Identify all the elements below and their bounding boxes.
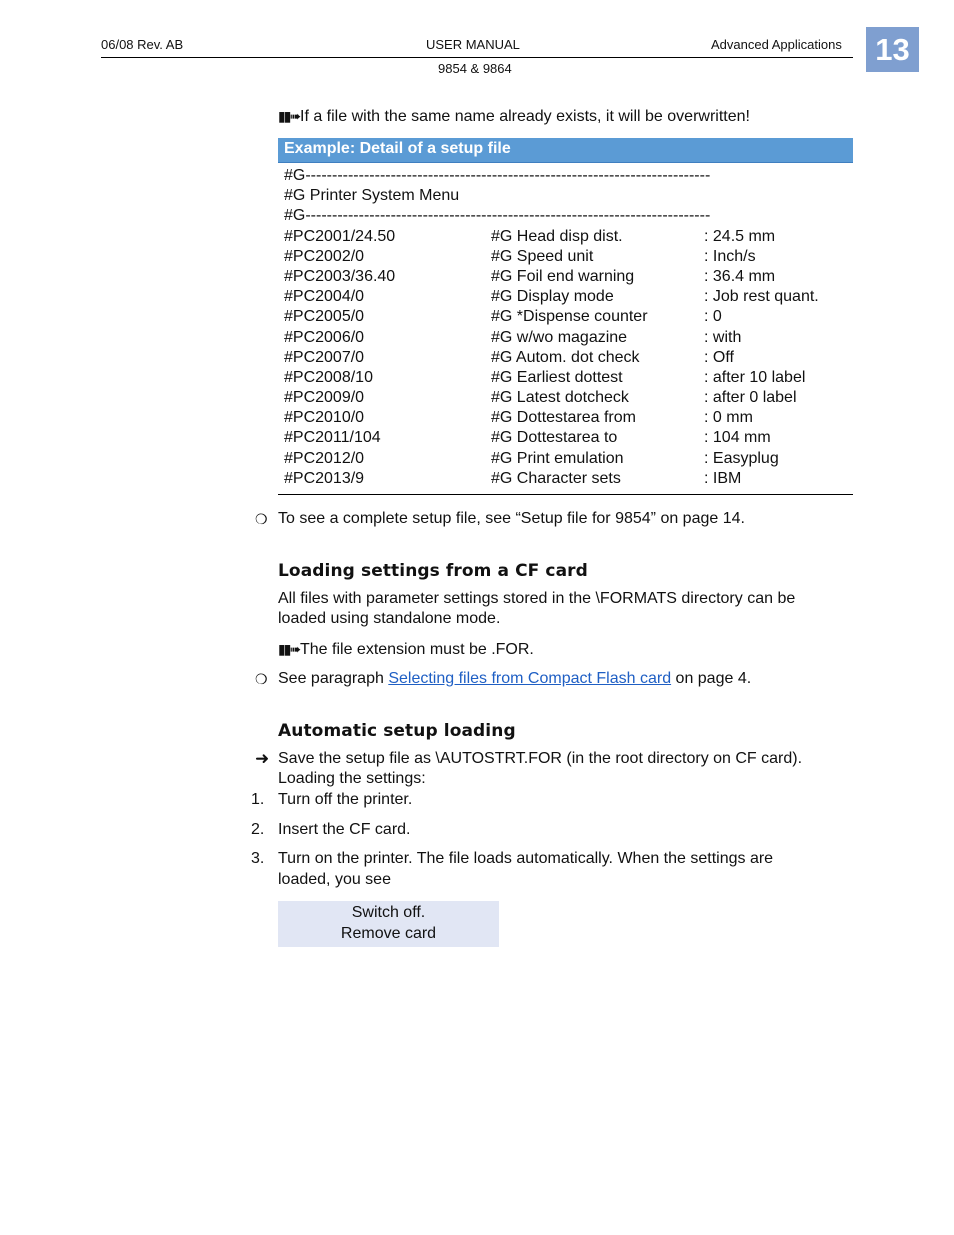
param-comment: #G w/wo magazine [491, 328, 628, 346]
param-comment: #G Display mode [491, 288, 614, 306]
param-code: #PC2005/0 [284, 308, 365, 326]
see-paragraph [278, 669, 751, 689]
setup-row [278, 368, 853, 388]
setup-row [278, 328, 853, 348]
step-number: 1. [251, 791, 265, 808]
example-code [278, 163, 853, 495]
setup-row [278, 307, 853, 327]
param-comment: #G Dottestarea to [491, 429, 618, 447]
section1-paragraph-line1: All files with parameter settings stored in the \FORMATS directory can be [278, 590, 796, 607]
param-comment: #G Print emulation [491, 449, 624, 467]
arrow-instruction-line1: Save the setup file as \AUTOSTRT.FOR (in the root directory on CF card). [278, 750, 803, 767]
note-file-extension-text: The file extension must be .FOR. [300, 641, 534, 658]
right-arrow-icon: ➜ [255, 749, 270, 768]
param-code: #PC2012/0 [284, 449, 365, 467]
see-prefix: See paragraph [278, 670, 389, 687]
param-comment: #G Speed unit [491, 247, 594, 265]
note-overwrite-text: If a file with the same name already exists, it will be overwritten! [300, 108, 750, 125]
note-file-extension [278, 639, 534, 660]
param-value: : with [704, 328, 742, 346]
step-text-continued: loaded, you see [278, 871, 391, 888]
heading-loading-settings: Loading settings from a CF card [278, 561, 588, 581]
setup-row [278, 408, 853, 428]
param-value: : 104 mm [704, 429, 771, 447]
param-comment: #G Autom. dot check [491, 348, 640, 366]
setup-row [278, 428, 853, 448]
code-line: #G Printer System Menu [284, 187, 460, 205]
param-code: #PC2009/0 [284, 389, 365, 407]
param-comment: #G Latest dotcheck [491, 389, 629, 407]
param-comment: #G *Dispense counter [491, 308, 648, 326]
param-value: : 36.4 mm [704, 267, 776, 285]
note-overwrite [278, 106, 750, 127]
param-value: : after 10 label [704, 368, 806, 386]
note-arrow-icon: ▮▮➠ [278, 641, 300, 657]
setup-row [278, 449, 853, 469]
step-number: 3. [251, 850, 265, 867]
param-value: : Job rest quant. [704, 288, 819, 306]
bullet-circle-icon: ❍ [255, 511, 268, 527]
header-revision: 06/08 Rev. AB [101, 37, 184, 52]
bullet-setup-text: To see a complete setup file, see “Setup file for 9854” on page 14. [278, 510, 745, 527]
step-number: 2. [251, 821, 265, 838]
param-comment: #G Foil end warning [491, 267, 635, 285]
setup-row [278, 348, 853, 368]
step-text: Turn on the printer. The file loads automatically. When the settings are [278, 850, 774, 867]
param-code: #PC2011/104 [284, 429, 381, 447]
setup-row [278, 267, 853, 287]
param-value: : Inch/s [704, 247, 756, 265]
param-code: #PC2004/0 [284, 288, 365, 306]
display-line2: Remove card [340, 925, 437, 942]
setup-row [278, 469, 853, 489]
param-code: #PC2001/24.50 [284, 227, 396, 245]
header-title: USER MANUAL [426, 37, 520, 52]
param-code: #PC2006/0 [284, 328, 365, 346]
header-divider [101, 57, 853, 58]
see-suffix: on page 4. [671, 670, 752, 687]
arrow-instruction-line2: Loading the settings: [278, 770, 426, 787]
param-value: : 0 mm [704, 409, 753, 427]
param-comment: #G Character sets [491, 469, 621, 487]
setup-row [278, 247, 853, 267]
example-box [278, 138, 853, 495]
param-value: : 0 [704, 308, 722, 326]
param-comment: #G Earliest dottest [491, 368, 623, 386]
heading-automatic-setup: Automatic setup loading [278, 721, 516, 741]
param-value: : 24.5 mm [704, 227, 776, 245]
param-code: #PC2013/9 [284, 469, 365, 487]
param-code: #PC2007/0 [284, 348, 365, 366]
section1-paragraph-line2: loaded using standalone mode. [278, 610, 501, 627]
param-comment: #G Dottestarea from [491, 409, 636, 427]
param-code: #PC2003/36.40 [284, 267, 396, 285]
setup-row [278, 287, 853, 307]
code-line: #G---------------------------------------------------------------------------- [284, 167, 711, 184]
step-text: Insert the CF card. [278, 821, 411, 838]
bullet-circle-icon: ❍ [255, 671, 268, 687]
param-comment: #G Head disp dist. [491, 227, 623, 245]
param-code: #PC2002/0 [284, 247, 365, 265]
printer-display [278, 901, 499, 947]
display-line1: Switch off. [351, 904, 426, 921]
param-code: #PC2008/10 [284, 368, 373, 386]
example-bottom-rule [278, 494, 853, 495]
header-section: Advanced Applications [711, 37, 842, 52]
example-title: Example: Detail of a setup file [278, 138, 853, 163]
setup-row [278, 388, 853, 408]
code-line: #G---------------------------------------------------------------------------- [284, 207, 711, 225]
note-arrow-icon: ▮▮➠ [278, 108, 300, 124]
param-value: : IBM [704, 469, 742, 487]
step-text: Turn off the printer. [278, 791, 413, 808]
header-models: 9854 & 9864 [438, 61, 512, 76]
param-value: : after 0 label [704, 389, 797, 407]
link-selecting-files[interactable]: Selecting files from Compact Flash card [388, 670, 672, 687]
param-value: : Off [704, 348, 734, 366]
param-code: #PC2010/0 [284, 409, 365, 427]
page-number-badge: 13 [866, 27, 919, 72]
setup-row [278, 227, 853, 247]
param-value: : Easyplug [704, 449, 779, 467]
